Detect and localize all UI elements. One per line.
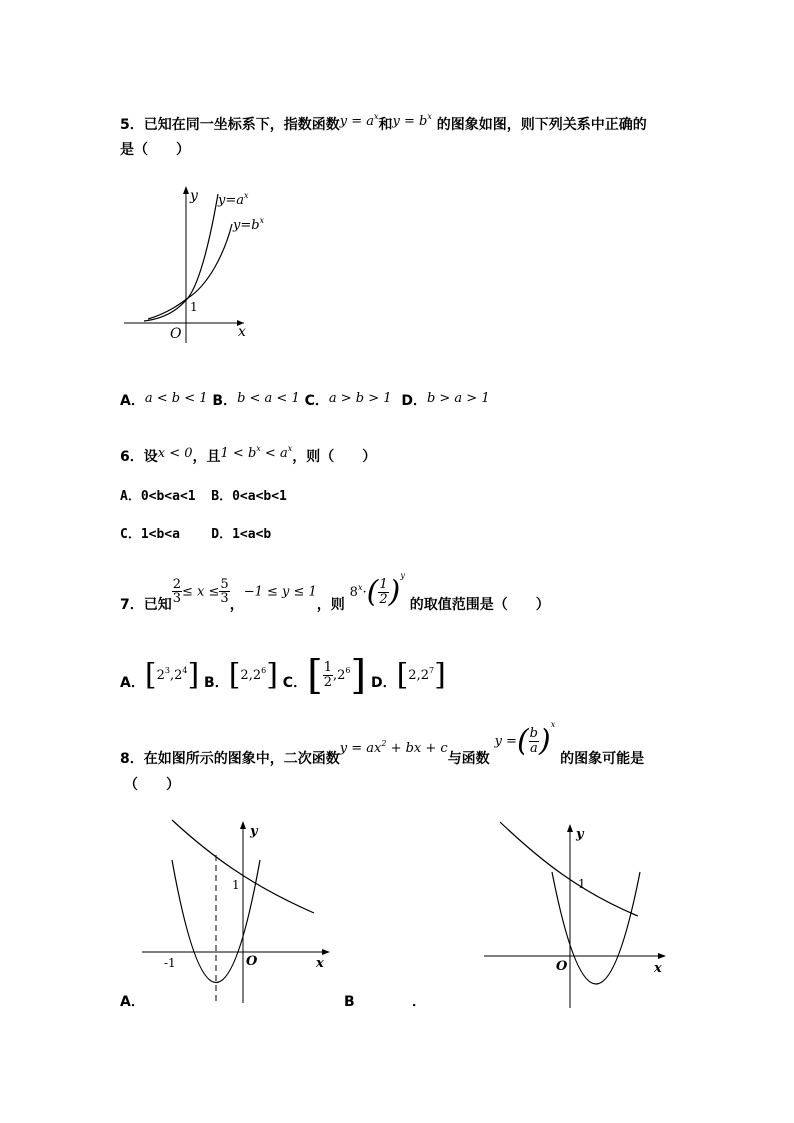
q5-origin: O (170, 326, 182, 342)
q6-options-cd[interactable]: C．1<b<a D．1<a<b (120, 527, 272, 542)
q6-cond2: $1 < b^x < a^x$ (220, 444, 293, 461)
q8-quadratic: $y = ax^2$ + bx + c (339, 739, 448, 757)
svg-text:O: O (556, 959, 568, 974)
q5-option-b[interactable]: b < a < 1 (237, 391, 300, 406)
q7-option-b-label[interactable]: B． (204, 675, 229, 691)
q5-ylabel: y (190, 188, 198, 204)
q8-option-b-dot: ． (412, 994, 426, 1010)
q6-options-ab[interactable]: A．0<b<a<1 B．0<a<b<1 (120, 489, 287, 504)
q5-option-c[interactable]: a > b > 1 (328, 391, 392, 406)
q6-stem: 6．设x < 0，且$1 < b^x < a^x$，则（ ） (120, 444, 377, 465)
q5-line1: 5．已知在同一坐标系下，指数函数$y = a^x$和$y = b^x$ 的图象如图，则下列关系中正确的 (120, 112, 647, 133)
q5-curve-a (144, 194, 218, 321)
q5-func2: $y = b^x$ (392, 112, 432, 129)
q5-options (120, 392, 490, 408)
q8-exponential: y =( $\frac{b}{a}$ )$^x$ (494, 720, 556, 759)
q5-func1: $y = a^x$ (339, 112, 379, 129)
q5-option-d[interactable]: b > a > 1 (426, 391, 490, 406)
q8-graph-a (140, 815, 340, 1005)
q7-option-b[interactable]: $[2,2^6]$ (228, 657, 278, 692)
svg-text:-1: -1 (164, 956, 176, 970)
q8-stem: 8．在如图所示的图象中，二次函数$y = ax^2$ + bx + c与函数 y =( $\frac{b}{a}$ )$^x$ 的图象可能是 (120, 720, 645, 767)
svg-text:x: x (654, 961, 662, 976)
q5-option-a-label[interactable]: A． (120, 393, 145, 409)
q7-frac-5-3: $\frac{5}{3}$ (220, 576, 229, 607)
q5-option-c-label[interactable]: C． (304, 393, 329, 409)
svg-text:x: x (316, 956, 324, 971)
q7-frac-2-3: $\frac{2}{3}$ (172, 576, 182, 607)
q7-option-a-label[interactable]: A． (120, 675, 145, 691)
svg-text:1: 1 (232, 878, 240, 892)
q8-paren: （ ） (124, 777, 180, 793)
q7-options (120, 652, 446, 698)
svg-text:O: O (246, 954, 258, 969)
q7-ineq2: −1 ≤ y ≤ 1 (243, 584, 317, 600)
q7-option-c-label[interactable]: C． (282, 675, 308, 691)
q7-stem: 7．已知 $\frac{2}{3}$ ≤ x ≤ $\frac{5}{3}$ ，−1 ≤ y ≤ 1，则 $8^x\cdot$( $\frac{1}{2}$ )$^y$ 的取值范围是（ ） (120, 571, 550, 613)
q5-option-a[interactable]: a < b < 1 (144, 391, 208, 406)
q7-option-a[interactable]: $[2^3,2^4]$ (144, 657, 200, 692)
q8-option-b-label[interactable]: B (344, 994, 355, 1010)
q7-option-d-label[interactable]: D． (370, 675, 397, 691)
q7-option-d[interactable]: $[2,2^7]$ (396, 657, 446, 692)
q5-one-label: 1 (190, 300, 198, 314)
q7-option-c[interactable]: [ $\frac{1}{2}$ $,2^6$] (307, 652, 367, 698)
q5-graph (120, 180, 265, 345)
q5-xlabel: x (238, 324, 246, 340)
q8-graph-b (480, 820, 680, 1010)
q7-expression: $8^x\cdot$( $\frac{1}{2}$ )$^y$ (349, 571, 405, 610)
q8b-exp-curve (500, 822, 638, 916)
q6-cond1: x < 0 (157, 446, 193, 461)
q5-curve-b-label: $y=b^x$ (233, 216, 265, 233)
svg-text:y: y (250, 824, 258, 839)
q5-option-b-label[interactable]: B． (212, 393, 238, 409)
q5-line2: 是（ ） (120, 142, 190, 158)
q5-number: 5． (120, 117, 144, 133)
q5-curve-a-label: $y=a^x$ (218, 191, 249, 208)
q8-option-a-label[interactable]: A． (120, 994, 145, 1010)
q5-option-d-label[interactable]: D． (401, 393, 427, 409)
svg-text:y: y (576, 827, 584, 842)
svg-text:1: 1 (578, 877, 586, 891)
